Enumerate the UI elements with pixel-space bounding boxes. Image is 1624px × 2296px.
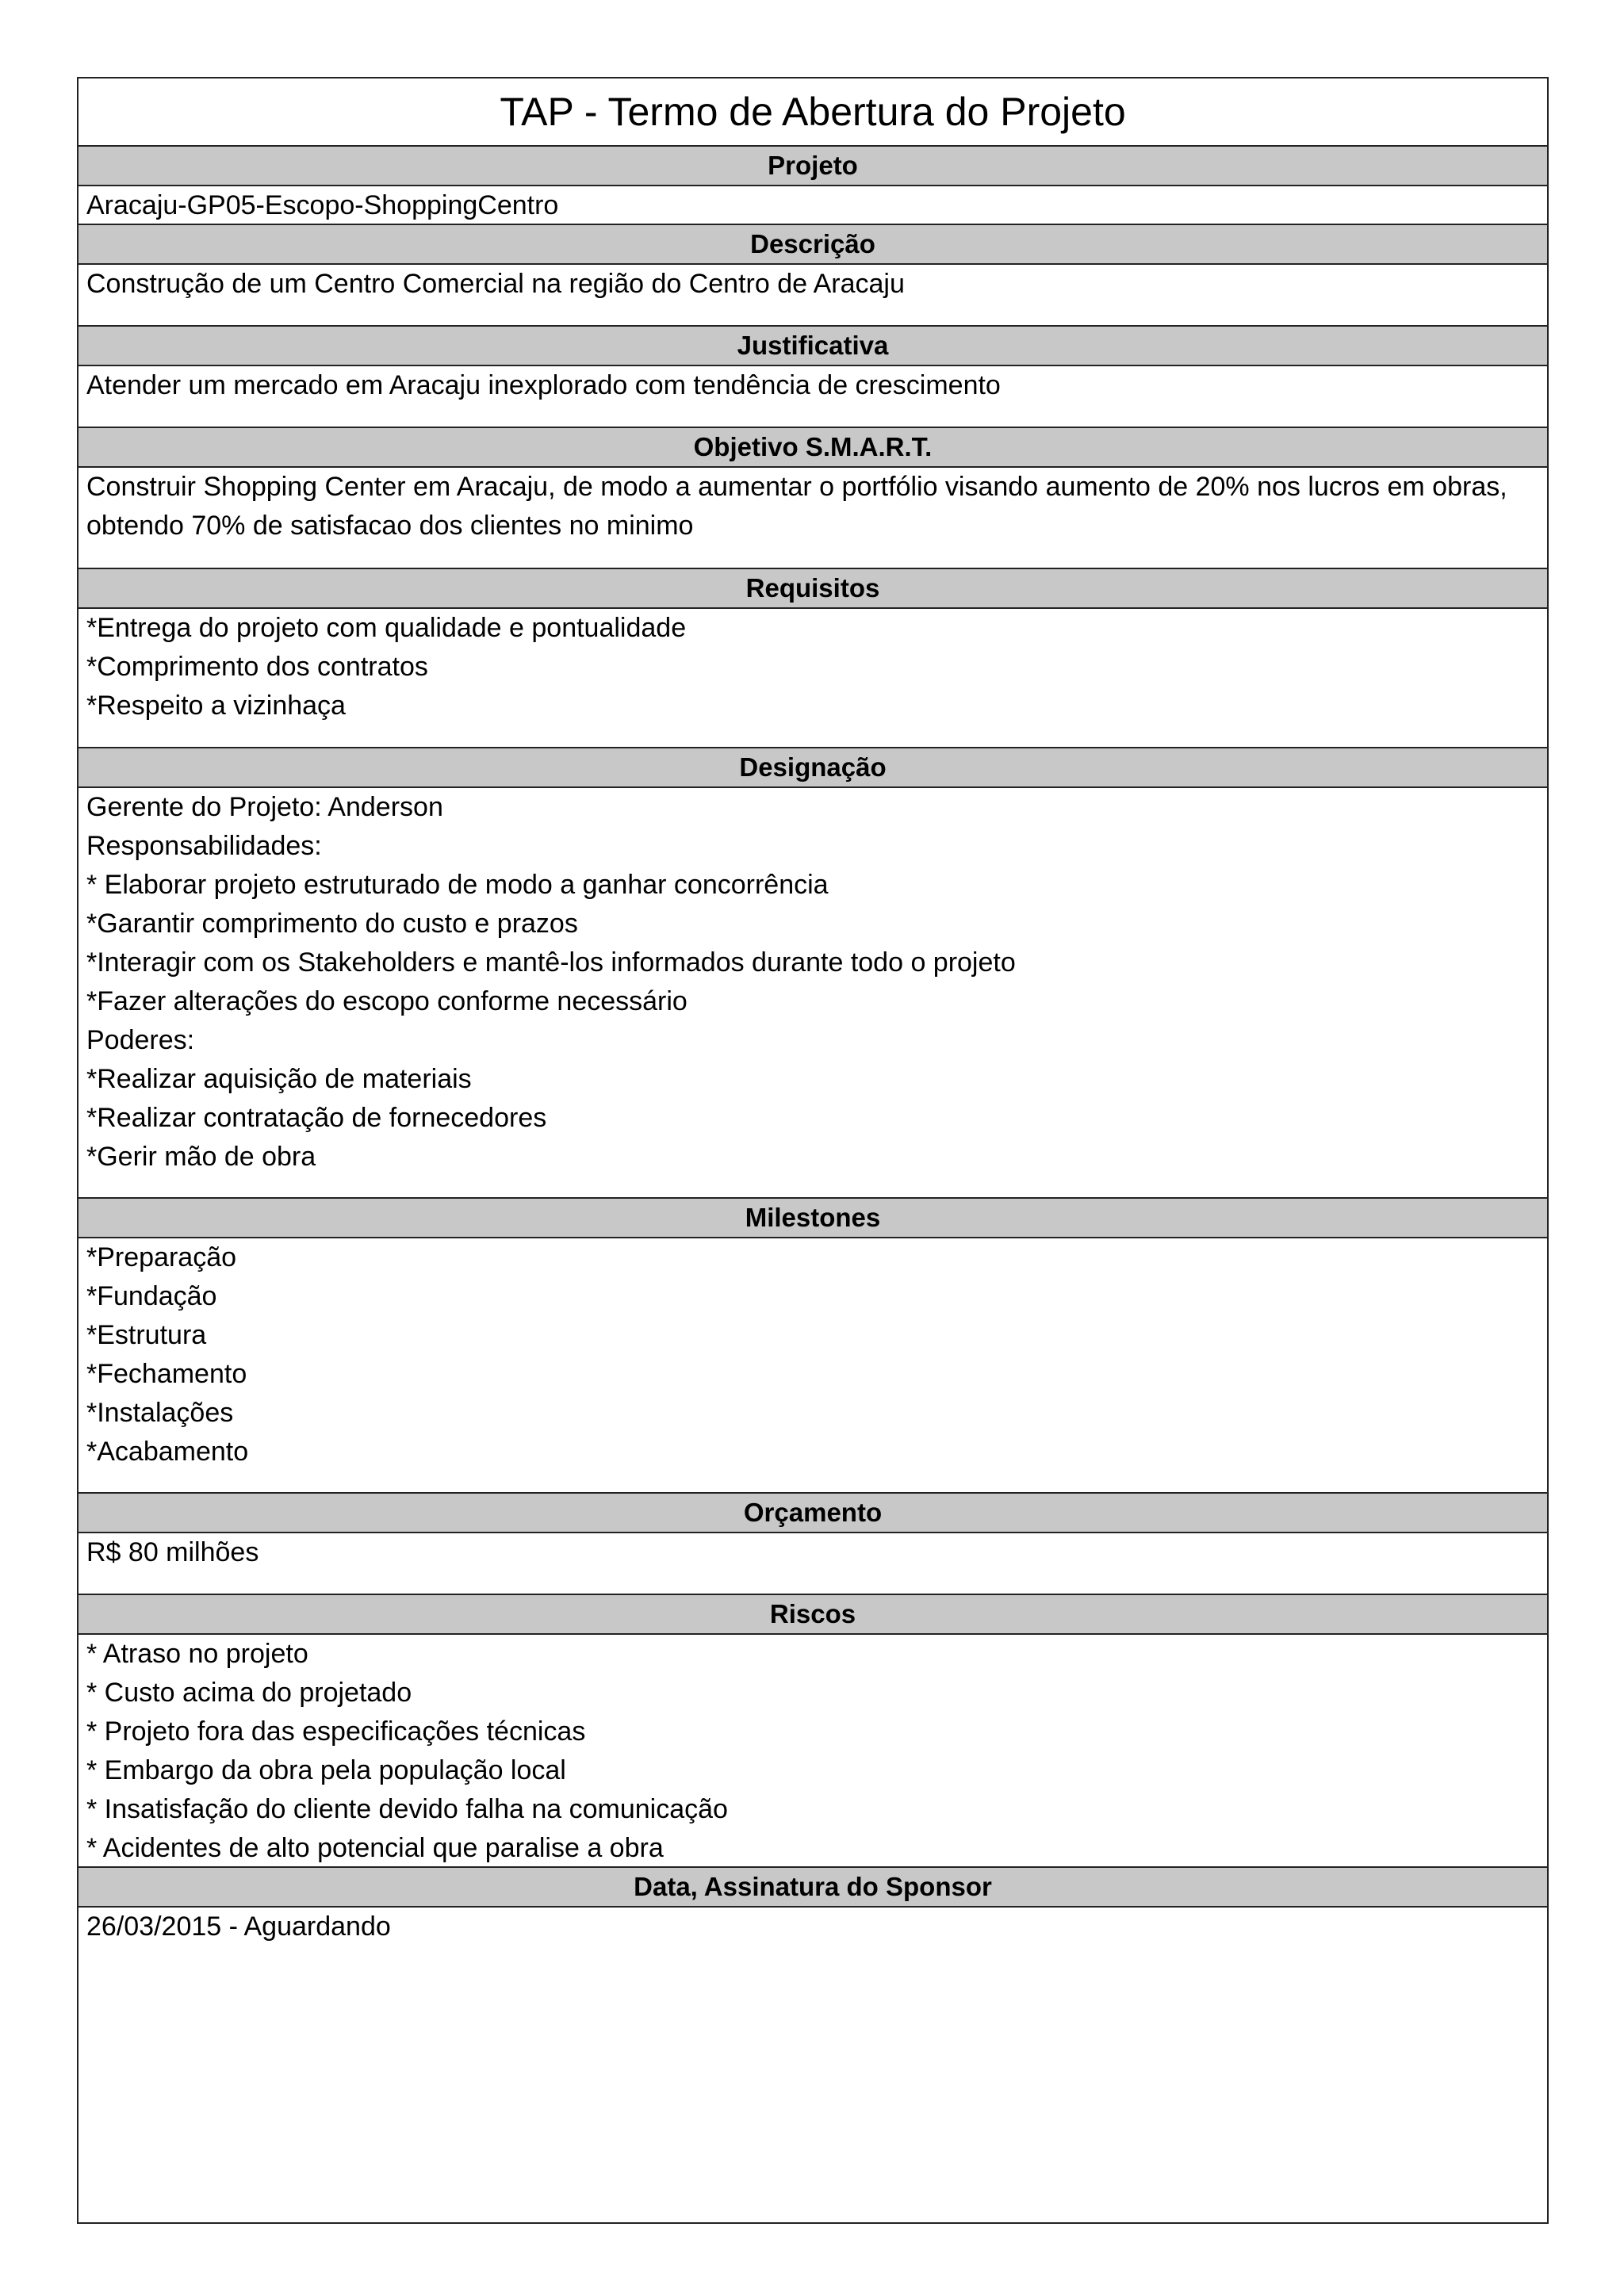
section-header-justificativa: Justificativa bbox=[79, 327, 1547, 366]
section-body-objetivo bbox=[79, 468, 1547, 569]
body-line: *Entrega do projeto com qualidade e pontualidade bbox=[86, 613, 687, 643]
section-body-milestones bbox=[79, 1238, 1547, 1494]
section-header-designacao: Designação bbox=[79, 748, 1547, 788]
body-line: *Preparação bbox=[86, 1242, 237, 1272]
document-title: TAP - Termo de Abertura do Projeto bbox=[79, 78, 1547, 147]
body-line: *Realizar contratação de fornecedores bbox=[86, 1103, 547, 1133]
body-line: * Insatisfação do cliente devido falha na comunicação bbox=[86, 1794, 728, 1824]
body-line: Poderes: bbox=[86, 1025, 195, 1055]
section-body-designacao bbox=[79, 788, 1547, 1199]
tap-document bbox=[77, 77, 1549, 2224]
section-body-descricao bbox=[79, 265, 1547, 327]
body-line: Gerente do Projeto: Anderson bbox=[86, 792, 443, 822]
section-body-sponsor bbox=[79, 1908, 1547, 2222]
body-line: obtendo 70% de satisfacao dos clientes no minimo bbox=[86, 511, 694, 541]
section-header-descricao: Descrição bbox=[79, 225, 1547, 265]
body-line: * Atraso no projeto bbox=[86, 1639, 308, 1669]
body-line: Construir Shopping Center em Aracaju, de modo a aumentar o portfólio visando aumento de 20% nos lucros em obras, bbox=[86, 472, 1507, 502]
body-line: Aracaju-GP05-Escopo-ShoppingCentro bbox=[86, 190, 559, 220]
section-body-requisitos bbox=[79, 609, 1547, 748]
section-body-riscos bbox=[79, 1635, 1547, 1868]
body-line: *Garantir comprimento do custo e prazos bbox=[86, 909, 578, 939]
section-header-riscos: Riscos bbox=[79, 1595, 1547, 1635]
section-header-requisitos: Requisitos bbox=[79, 569, 1547, 609]
section-header-orcamento: Orçamento bbox=[79, 1494, 1547, 1533]
section-header-sponsor: Data, Assinatura do Sponsor bbox=[79, 1868, 1547, 1908]
section-body-justificativa bbox=[79, 366, 1547, 428]
body-line: *Instalações bbox=[86, 1398, 234, 1428]
section-header-objetivo: Objetivo S.M.A.R.T. bbox=[79, 428, 1547, 468]
body-line: *Acabamento bbox=[86, 1437, 249, 1467]
body-line: Responsabilidades: bbox=[86, 831, 322, 861]
body-line: *Interagir com os Stakeholders e mantê-los informados durante todo o projeto bbox=[86, 947, 1016, 978]
section-body-projeto bbox=[79, 186, 1547, 225]
body-line: *Fechamento bbox=[86, 1359, 247, 1389]
body-line: *Fazer alterações do escopo conforme necessário bbox=[86, 986, 688, 1016]
body-line: *Fundação bbox=[86, 1281, 217, 1311]
section-body-orcamento bbox=[79, 1533, 1547, 1595]
body-line: Construção de um Centro Comercial na região do Centro de Aracaju bbox=[86, 269, 905, 299]
body-line: 26/03/2015 - Aguardando bbox=[86, 1911, 391, 1942]
body-line: *Comprimento dos contratos bbox=[86, 652, 428, 682]
section-header-projeto: Projeto bbox=[79, 147, 1547, 186]
body-line: *Estrutura bbox=[86, 1320, 207, 1350]
body-line: Atender um mercado em Aracaju inexplorado com tendência de crescimento bbox=[86, 370, 1001, 400]
body-line: * Embargo da obra pela população local bbox=[86, 1755, 566, 1785]
body-line: * Custo acima do projetado bbox=[86, 1678, 412, 1708]
body-line: * Elaborar projeto estruturado de modo a ganhar concorrência bbox=[86, 870, 829, 900]
body-line: *Gerir mão de obra bbox=[86, 1142, 316, 1172]
section-header-milestones: Milestones bbox=[79, 1199, 1547, 1238]
body-line: * Acidentes de alto potencial que paralise a obra bbox=[86, 1833, 664, 1863]
body-line: *Realizar aquisição de materiais bbox=[86, 1064, 472, 1094]
body-line: * Projeto fora das especificações técnicas bbox=[86, 1716, 586, 1747]
body-line: R$ 80 milhões bbox=[86, 1537, 259, 1567]
body-line: *Respeito a vizinhaça bbox=[86, 691, 346, 721]
